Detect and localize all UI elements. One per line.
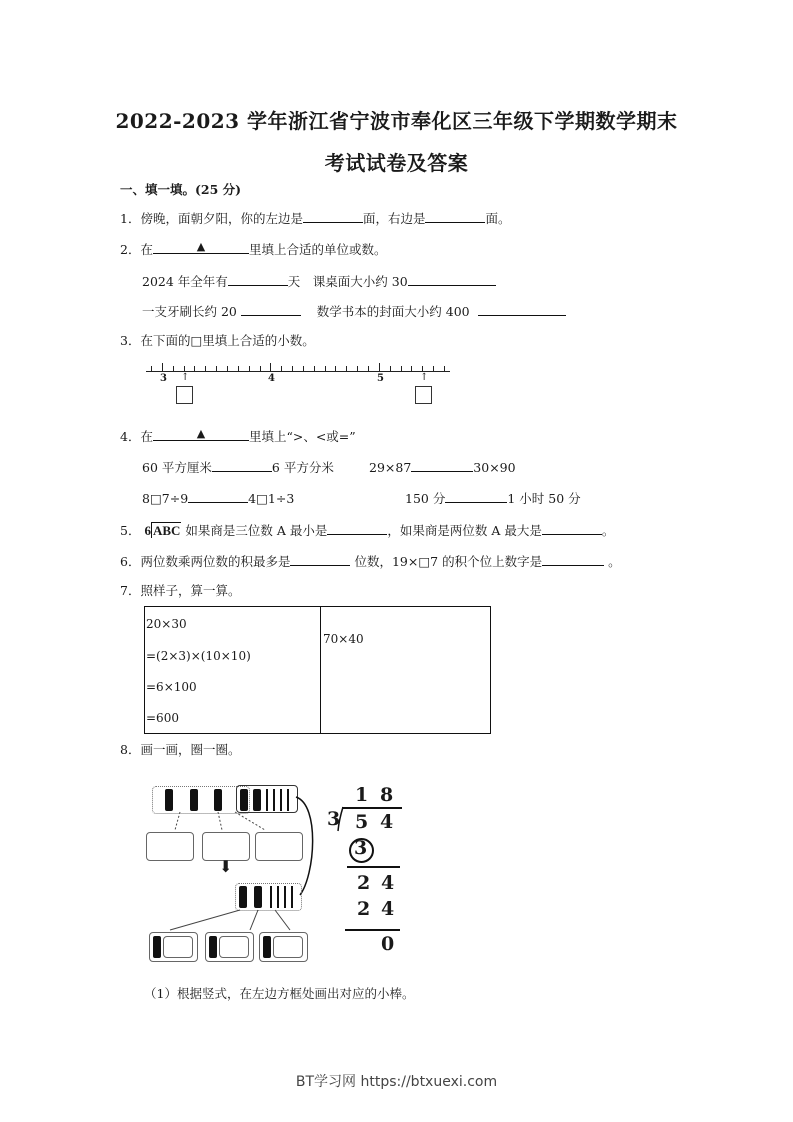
exercise-expression: 70×40 — [323, 632, 364, 646]
stick-bundle — [153, 936, 161, 958]
single-stick — [266, 789, 268, 811]
q6-blank-digits[interactable] — [290, 552, 350, 566]
minor-tick — [249, 366, 250, 371]
q5-dividend: ABC — [152, 523, 181, 538]
q4-blank-2[interactable] — [411, 458, 473, 472]
q6-blank-ones[interactable] — [542, 552, 604, 566]
q1-prefix: 1．傍晚，面朝夕阳，你的左边是 — [120, 211, 303, 226]
stick-bundle — [263, 936, 271, 958]
step3-ones: 4 — [381, 898, 395, 920]
step1-value: 3 — [354, 837, 368, 859]
minor-tick — [335, 366, 336, 371]
q2-item2-a: 一支牙刷长约 20 — [142, 304, 237, 319]
minor-tick — [303, 366, 304, 371]
q2-blank-book-unit[interactable] — [478, 302, 566, 316]
footer-watermark: BT学习网 https://btxuexi.com — [295, 1074, 498, 1090]
q4-r2-a: 8□7÷9 — [142, 491, 189, 506]
q2-suffix: 里填上合适的单位或数。 — [248, 242, 387, 257]
division-expression — [144, 522, 181, 538]
table-divider — [320, 607, 321, 733]
q5-num: 5． — [120, 523, 141, 538]
section-heading: 一、填一填。(25 分) — [120, 182, 242, 197]
number-line-label-3: 3 — [160, 373, 167, 384]
minor-tick — [281, 366, 282, 371]
arrow-up-icon: ↑ — [420, 372, 429, 383]
q4-r1-a: 60 平方厘米 — [142, 460, 212, 475]
stick-bundle — [253, 789, 261, 811]
major-tick — [162, 363, 163, 371]
major-tick — [270, 363, 271, 371]
q1-blank-left[interactable] — [303, 209, 363, 223]
q2-marker-blank — [153, 240, 249, 254]
minor-tick — [205, 366, 206, 371]
step3-tens: 2 — [357, 898, 371, 920]
dividend-tens: 5 — [355, 811, 369, 833]
minor-tick — [357, 366, 358, 371]
minor-tick — [401, 366, 402, 371]
question-1 — [120, 209, 511, 227]
stick-bundle — [240, 789, 248, 811]
dividend-ones: 4 — [380, 811, 394, 833]
q2-row1 — [142, 272, 496, 290]
minor-tick — [390, 366, 391, 371]
q5-text-c: 。 — [601, 523, 615, 538]
stick-bundle — [165, 789, 173, 811]
stick-bundle — [209, 936, 217, 958]
q5-text-b: ，如果商是两位数 A 最大是 — [387, 523, 542, 538]
minor-tick — [433, 366, 434, 371]
q4-r1-c: 29×87 — [369, 460, 412, 475]
minor-tick — [292, 366, 293, 371]
q2-prefix: 2．在 — [120, 242, 153, 257]
step2-ones: 4 — [381, 872, 395, 894]
answer-box-left[interactable] — [176, 386, 193, 404]
stick-bundle — [214, 789, 222, 811]
q4-marker-blank — [153, 427, 249, 441]
q1-blank-right[interactable] — [425, 209, 485, 223]
q4-r2-c: 150 分 — [405, 491, 446, 506]
q2-blank-days[interactable] — [228, 272, 288, 286]
q1-mid: 面，右边是 — [362, 211, 426, 226]
inner-box — [273, 936, 303, 958]
q3-text: 3．在下面的□里填上合适的小数。 — [120, 333, 315, 348]
minor-tick — [194, 366, 195, 371]
minor-tick — [151, 366, 152, 371]
q4-prefix: 4．在 — [120, 429, 153, 444]
q4-blank-1[interactable] — [212, 458, 272, 472]
example-line-2: =(2×3)×(10×10) — [146, 649, 251, 663]
minor-tick — [227, 366, 228, 371]
minor-tick — [238, 366, 239, 371]
q4-row1-right — [369, 458, 516, 476]
inner-box — [219, 936, 249, 958]
stick-bundle — [254, 886, 262, 908]
inner-box — [163, 936, 193, 958]
arrow-down-icon: ⬇ — [219, 857, 233, 876]
q6-text-a: 6．两位数乘两位数的积最多是 — [120, 554, 291, 569]
document-title-line1: 2022-2023 学年浙江省宁波市奉化区三年级下学期数学期末 — [115, 109, 678, 133]
dotted-connectors — [140, 810, 280, 835]
q2-blank-toothbrush-unit[interactable] — [241, 302, 301, 316]
major-tick — [379, 363, 380, 371]
q4-row2 — [142, 489, 294, 507]
q4-row2-right — [405, 489, 581, 507]
q4-r1-b: 6 平方分米 — [271, 460, 334, 475]
remainder: 0 — [381, 933, 395, 955]
q5-divisor: 6 — [144, 523, 151, 538]
triangle-marker-icon: ▲ — [196, 427, 206, 440]
single-stick — [273, 789, 275, 811]
minor-tick — [368, 366, 369, 371]
q1-suffix: 面。 — [485, 211, 511, 226]
q5-blank-min[interactable] — [327, 521, 387, 535]
dotted-connectors — [140, 908, 310, 933]
document-title-line2: 考试试卷及答案 — [324, 151, 469, 175]
q6-text-c: 。 — [608, 554, 621, 569]
q2-item2-b: 数学书本的封面大小约 400 — [316, 304, 470, 319]
minor-tick — [325, 366, 326, 371]
minor-tick — [411, 366, 412, 371]
q4-r2-b: 4□1÷3 — [248, 491, 295, 506]
divisor: 3 — [327, 808, 341, 830]
single-stick — [270, 886, 272, 908]
number-line-label-4: 4 — [268, 373, 275, 384]
q2-row2 — [142, 302, 566, 320]
example-line-3: =6×100 — [146, 680, 197, 694]
q5-text-a: 如果商是三位数 A 最小是 — [185, 523, 328, 538]
empty-box-1[interactable] — [146, 832, 194, 861]
q4-blank-3[interactable] — [188, 489, 248, 503]
question-6 — [120, 552, 621, 570]
q8-text: 8．画一画，圈一圈。 — [120, 742, 241, 757]
minor-tick — [422, 366, 423, 371]
example-line-4: =600 — [146, 711, 179, 725]
stick-bundle — [190, 789, 198, 811]
number-line-axis — [146, 371, 450, 372]
single-stick — [277, 886, 279, 908]
minor-tick — [173, 366, 174, 371]
minor-tick — [444, 366, 445, 371]
q2-item1-a: 2024 年全年有 — [142, 274, 228, 289]
minor-tick — [346, 366, 347, 371]
arrow-up-icon: ↑ — [181, 372, 190, 383]
calc-table — [144, 606, 491, 734]
stick-bundle — [239, 886, 247, 908]
q4-row1 — [142, 458, 334, 476]
q4-r2-d: 1 小时 50 分 — [507, 491, 581, 506]
answer-box-right[interactable] — [415, 386, 432, 404]
q4-blank-4[interactable] — [445, 489, 507, 503]
q4-suffix: 里填上“>、<或=” — [248, 429, 356, 444]
minor-tick — [314, 366, 315, 371]
question-5 — [120, 521, 614, 539]
division-bracket — [337, 806, 345, 832]
quotient-tens: 1 — [355, 784, 369, 806]
minor-tick — [216, 366, 217, 371]
triangle-marker-icon: ▲ — [196, 240, 206, 253]
question-4 — [120, 427, 356, 445]
subtraction-line-1 — [347, 866, 400, 868]
q8-sub1: （1）根据竖式，在左边方框处画出对应的小棒。 — [144, 986, 415, 1001]
quotient-ones: 8 — [380, 784, 394, 806]
single-stick — [291, 886, 293, 908]
minor-tick — [184, 366, 185, 371]
number-line-label-5: 5 — [377, 373, 384, 384]
division-bar — [342, 807, 402, 809]
q2-blank-desk-unit[interactable] — [408, 272, 496, 286]
q6-text-b: 位数，19×□7 的积个位上数字是 — [354, 554, 543, 569]
q5-blank-max[interactable] — [542, 521, 602, 535]
q2-item1-b: 天 课桌面大小约 30 — [287, 274, 408, 289]
single-stick — [284, 886, 286, 908]
question-2 — [120, 240, 386, 258]
example-line-1: 20×30 — [146, 617, 187, 631]
q4-r1-d: 30×90 — [473, 460, 516, 475]
step2-tens: 2 — [357, 872, 371, 894]
minor-tick — [260, 366, 261, 371]
q7-text: 7．照样子，算一算。 — [120, 583, 241, 598]
subtraction-line-2 — [345, 929, 400, 931]
